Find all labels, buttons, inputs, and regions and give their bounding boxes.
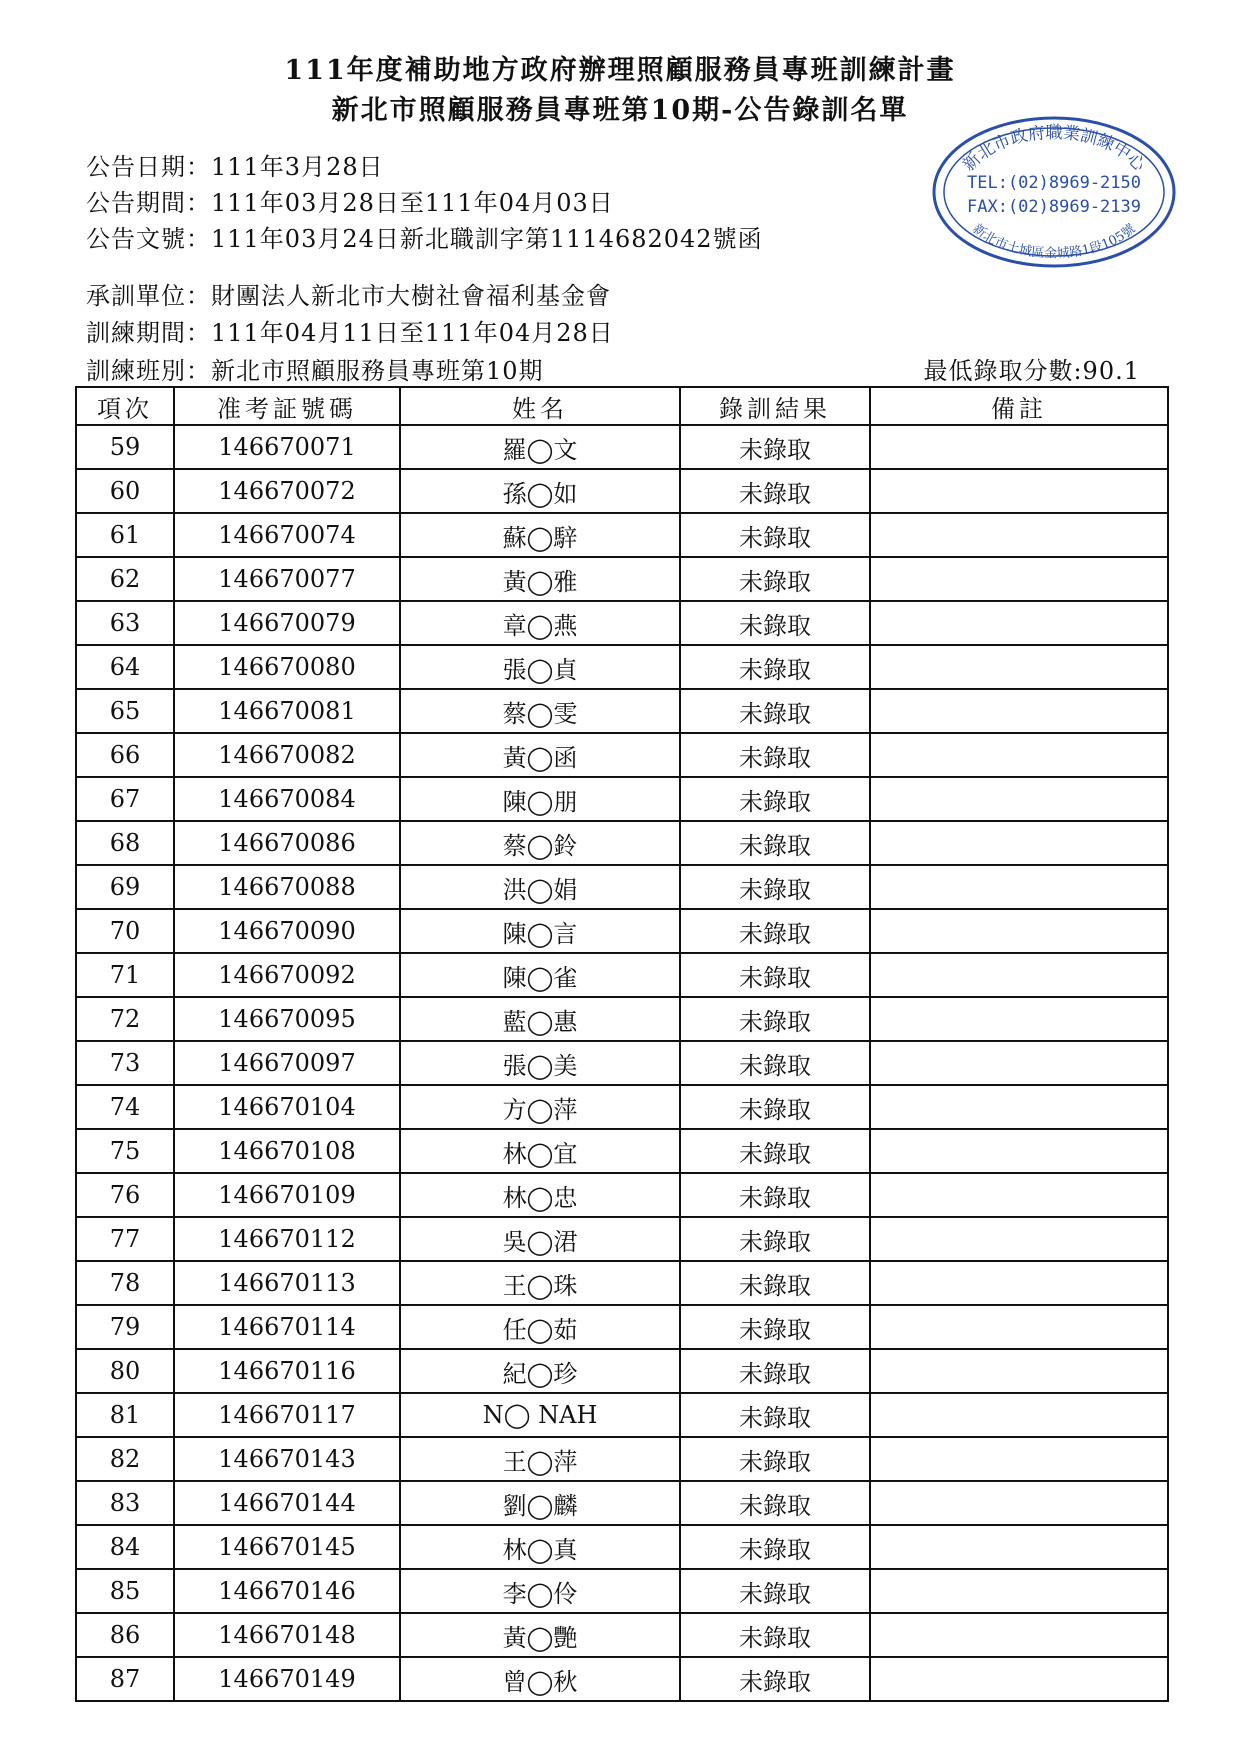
table-row	[76, 513, 1168, 557]
training-unit: 承訓單位：財團法人新北市大樹社會福利基金會	[86, 282, 611, 310]
training-class: 訓練班別：新北市照顧服務員專班第10期	[86, 357, 544, 385]
cell-remarks	[870, 1481, 1168, 1525]
cell-exam-id: 146670082	[174, 733, 400, 777]
table-row	[76, 645, 1168, 689]
cell-exam-id: 146670097	[174, 1041, 400, 1085]
cell-result: 未錄取	[680, 1525, 870, 1569]
table-row	[76, 865, 1168, 909]
cell-exam-id: 146670079	[174, 601, 400, 645]
cell-item-no: 87	[76, 1657, 174, 1701]
admission-result-table	[75, 386, 1169, 1702]
cell-result: 未錄取	[680, 1217, 870, 1261]
cell-name: 洪◯娟	[400, 865, 680, 909]
cell-name: 蘇◯騂	[400, 513, 680, 557]
cell-item-no: 60	[76, 469, 174, 513]
cell-name: 蔡◯雯	[400, 689, 680, 733]
seal-tel-text: TEL:(02)8969-2150	[967, 173, 1141, 193]
cell-item-no: 78	[76, 1261, 174, 1305]
cell-item-no: 79	[76, 1305, 174, 1349]
cell-exam-id: 146670077	[174, 557, 400, 601]
cell-remarks	[870, 1569, 1168, 1613]
cell-result: 未錄取	[680, 1437, 870, 1481]
cell-result: 未錄取	[680, 1393, 870, 1437]
cell-result: 未錄取	[680, 909, 870, 953]
cell-exam-id: 146670144	[174, 1481, 400, 1525]
cell-result: 未錄取	[680, 1481, 870, 1525]
cell-item-no: 81	[76, 1393, 174, 1437]
cell-name: 吳◯涒	[400, 1217, 680, 1261]
cell-item-no: 82	[76, 1437, 174, 1481]
table-row	[76, 821, 1168, 865]
cell-remarks	[870, 777, 1168, 821]
cell-remarks	[870, 1349, 1168, 1393]
table-row	[76, 469, 1168, 513]
cell-result: 未錄取	[680, 821, 870, 865]
cell-item-no: 61	[76, 513, 174, 557]
cell-exam-id: 146670145	[174, 1525, 400, 1569]
table-row	[76, 1525, 1168, 1569]
cell-result: 未錄取	[680, 1657, 870, 1701]
table-row	[76, 1613, 1168, 1657]
cell-remarks	[870, 689, 1168, 733]
cell-result: 未錄取	[680, 1613, 870, 1657]
cell-remarks	[870, 645, 1168, 689]
cell-item-no: 63	[76, 601, 174, 645]
cell-remarks	[870, 1437, 1168, 1481]
cell-remarks	[870, 1041, 1168, 1085]
cell-result: 未錄取	[680, 1041, 870, 1085]
col-header-result: 錄訓結果	[680, 387, 870, 425]
cell-name: 陳◯雀	[400, 953, 680, 997]
cell-item-no: 66	[76, 733, 174, 777]
col-header-remarks: 備註	[870, 387, 1168, 425]
cell-item-no: 69	[76, 865, 174, 909]
table-row	[76, 1085, 1168, 1129]
table-row	[76, 997, 1168, 1041]
cell-remarks	[870, 1657, 1168, 1701]
cell-name: 曾◯秋	[400, 1657, 680, 1701]
cell-remarks	[870, 1305, 1168, 1349]
document-subtitle: 新北市照顧服務員專班第10期-公告錄訓名單	[331, 95, 909, 126]
cell-exam-id: 146670104	[174, 1085, 400, 1129]
cell-result: 未錄取	[680, 1569, 870, 1613]
table-row	[76, 1173, 1168, 1217]
cell-name: 陳◯言	[400, 909, 680, 953]
cell-remarks	[870, 953, 1168, 997]
cell-item-no: 65	[76, 689, 174, 733]
cell-exam-id: 146670146	[174, 1569, 400, 1613]
seal-bottom-text: 新北市土城區金城路1段105號	[969, 221, 1139, 262]
cell-result: 未錄取	[680, 1129, 870, 1173]
cell-item-no: 62	[76, 557, 174, 601]
cell-remarks	[870, 1261, 1168, 1305]
table-row	[76, 1041, 1168, 1085]
cell-name: 林◯宜	[400, 1129, 680, 1173]
table-row	[76, 1657, 1168, 1701]
announcement-doc-number: 公告文號：111年03月24日新北職訓字第1114682042號函	[86, 225, 763, 253]
cell-remarks	[870, 997, 1168, 1041]
cell-name: 黃◯雅	[400, 557, 680, 601]
cell-result: 未錄取	[680, 425, 870, 469]
cell-item-no: 86	[76, 1613, 174, 1657]
document-title: 111年度補助地方政府辦理照顧服務員專班訓練計畫	[284, 55, 956, 86]
cell-exam-id: 146670095	[174, 997, 400, 1041]
seal-fax-text: FAX:(02)8969-2139	[967, 197, 1141, 217]
cell-name: 劉◯麟	[400, 1481, 680, 1525]
col-header-name: 姓名	[400, 387, 680, 425]
cell-name: 黃◯函	[400, 733, 680, 777]
table-row	[76, 1261, 1168, 1305]
cell-remarks	[870, 1613, 1168, 1657]
table-row	[76, 1305, 1168, 1349]
table-row	[76, 909, 1168, 953]
cell-exam-id: 146670149	[174, 1657, 400, 1701]
cell-result: 未錄取	[680, 865, 870, 909]
cell-result: 未錄取	[680, 645, 870, 689]
cell-item-no: 77	[76, 1217, 174, 1261]
cell-result: 未錄取	[680, 513, 870, 557]
cell-result: 未錄取	[680, 1305, 870, 1349]
table-row	[76, 777, 1168, 821]
cell-remarks	[870, 469, 1168, 513]
cell-name: 蔡◯鈴	[400, 821, 680, 865]
cell-item-no: 68	[76, 821, 174, 865]
table-row	[76, 733, 1168, 777]
cell-result: 未錄取	[680, 557, 870, 601]
cell-exam-id: 146670086	[174, 821, 400, 865]
seal-top-text: 新北市政府職業訓練中心	[959, 123, 1149, 176]
cell-result: 未錄取	[680, 469, 870, 513]
cell-exam-id: 146670148	[174, 1613, 400, 1657]
cell-exam-id: 146670113	[174, 1261, 400, 1305]
cell-result: 未錄取	[680, 1173, 870, 1217]
cell-name: 黃◯艷	[400, 1613, 680, 1657]
cell-item-no: 59	[76, 425, 174, 469]
cell-name: 李◯伶	[400, 1569, 680, 1613]
cell-exam-id: 146670081	[174, 689, 400, 733]
table-row	[76, 689, 1168, 733]
cell-name: 張◯貞	[400, 645, 680, 689]
cell-item-no: 74	[76, 1085, 174, 1129]
cell-exam-id: 146670116	[174, 1349, 400, 1393]
cell-remarks	[870, 425, 1168, 469]
cell-name: 羅◯文	[400, 425, 680, 469]
cell-remarks	[870, 1217, 1168, 1261]
cell-result: 未錄取	[680, 733, 870, 777]
cell-name: 孫◯如	[400, 469, 680, 513]
cell-result: 未錄取	[680, 1349, 870, 1393]
cell-exam-id: 146670071	[174, 425, 400, 469]
cell-result: 未錄取	[680, 997, 870, 1041]
table-row	[76, 1569, 1168, 1613]
table-row	[76, 601, 1168, 645]
cell-result: 未錄取	[680, 601, 870, 645]
cell-exam-id: 146670092	[174, 953, 400, 997]
table-row	[76, 1481, 1168, 1525]
cell-exam-id: 146670143	[174, 1437, 400, 1481]
cell-remarks	[870, 865, 1168, 909]
cell-exam-id: 146670072	[174, 469, 400, 513]
cell-name: 王◯萍	[400, 1437, 680, 1481]
cell-item-no: 83	[76, 1481, 174, 1525]
table-row	[76, 557, 1168, 601]
cell-result: 未錄取	[680, 953, 870, 997]
cell-exam-id: 146670088	[174, 865, 400, 909]
table-row	[76, 1217, 1168, 1261]
cell-remarks	[870, 909, 1168, 953]
cell-remarks	[870, 1085, 1168, 1129]
cell-name: N◯ NAH	[400, 1393, 680, 1437]
cell-name: 藍◯惠	[400, 997, 680, 1041]
cell-item-no: 71	[76, 953, 174, 997]
cell-result: 未錄取	[680, 1085, 870, 1129]
cell-item-no: 72	[76, 997, 174, 1041]
cell-item-no: 85	[76, 1569, 174, 1613]
cell-remarks	[870, 1393, 1168, 1437]
cell-exam-id: 146670084	[174, 777, 400, 821]
table-header-row	[76, 387, 1168, 425]
cell-exam-id: 146670074	[174, 513, 400, 557]
cell-exam-id: 146670117	[174, 1393, 400, 1437]
cell-item-no: 75	[76, 1129, 174, 1173]
announcement-date: 公告日期：111年3月28日	[86, 153, 384, 181]
cell-item-no: 70	[76, 909, 174, 953]
cell-item-no: 64	[76, 645, 174, 689]
cell-exam-id: 146670080	[174, 645, 400, 689]
table-row	[76, 1393, 1168, 1437]
cell-item-no: 84	[76, 1525, 174, 1569]
cell-name: 任◯茹	[400, 1305, 680, 1349]
cell-exam-id: 146670114	[174, 1305, 400, 1349]
announcement-period: 公告期間：111年03月28日至111年04月03日	[86, 189, 614, 217]
table-row	[76, 953, 1168, 997]
cell-remarks	[870, 1129, 1168, 1173]
min-score: 最低錄取分數:90.1	[923, 357, 1140, 385]
cell-name: 林◯真	[400, 1525, 680, 1569]
cell-remarks	[870, 513, 1168, 557]
official-seal	[928, 112, 1180, 272]
cell-exam-id: 146670112	[174, 1217, 400, 1261]
col-header-item-no: 項次	[76, 387, 174, 425]
table-row	[76, 1437, 1168, 1481]
cell-result: 未錄取	[680, 689, 870, 733]
cell-name: 王◯珠	[400, 1261, 680, 1305]
cell-exam-id: 146670090	[174, 909, 400, 953]
cell-remarks	[870, 1525, 1168, 1569]
cell-item-no: 80	[76, 1349, 174, 1393]
cell-exam-id: 146670108	[174, 1129, 400, 1173]
cell-result: 未錄取	[680, 777, 870, 821]
table-row	[76, 1349, 1168, 1393]
cell-remarks	[870, 601, 1168, 645]
cell-exam-id: 146670109	[174, 1173, 400, 1217]
cell-remarks	[870, 733, 1168, 777]
cell-name: 紀◯珍	[400, 1349, 680, 1393]
cell-name: 張◯美	[400, 1041, 680, 1085]
table-row	[76, 1129, 1168, 1173]
cell-result: 未錄取	[680, 1261, 870, 1305]
cell-remarks	[870, 557, 1168, 601]
cell-name: 陳◯朋	[400, 777, 680, 821]
table-row	[76, 425, 1168, 469]
cell-item-no: 67	[76, 777, 174, 821]
cell-name: 章◯燕	[400, 601, 680, 645]
cell-item-no: 73	[76, 1041, 174, 1085]
cell-remarks	[870, 1173, 1168, 1217]
cell-item-no: 76	[76, 1173, 174, 1217]
cell-remarks	[870, 821, 1168, 865]
cell-name: 方◯萍	[400, 1085, 680, 1129]
cell-name: 林◯忠	[400, 1173, 680, 1217]
col-header-exam-id: 准考証號碼	[174, 387, 400, 425]
training-period: 訓練期間：111年04月11日至111年04月28日	[86, 319, 614, 347]
